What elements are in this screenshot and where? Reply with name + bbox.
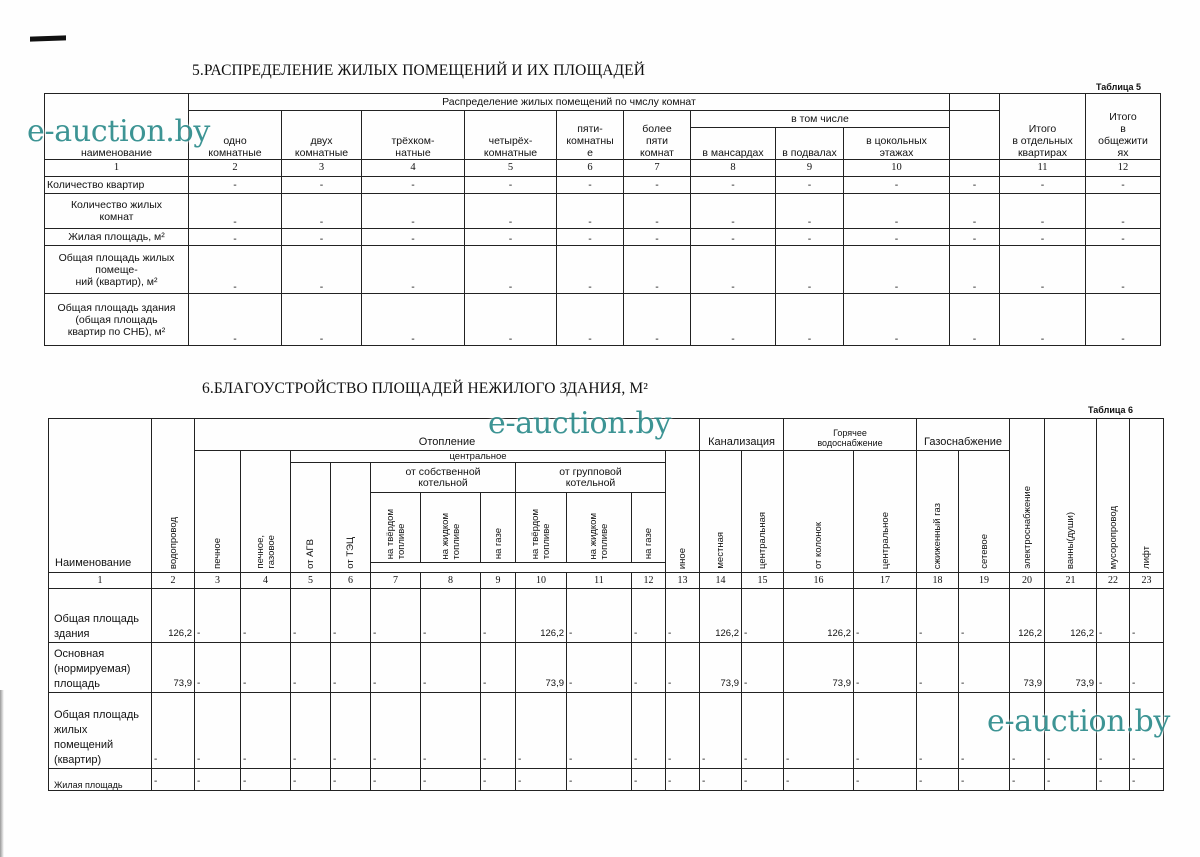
t5-number-row: 1 2 3 4 5 6 7 8 9 10 11 12 bbox=[45, 160, 1161, 177]
t6-row-label: Общая площадь здания bbox=[49, 589, 152, 643]
t6-cell: - bbox=[1010, 769, 1045, 791]
t6-cell: - bbox=[666, 693, 700, 769]
t5-cell: - bbox=[557, 294, 624, 346]
t5-cell: - bbox=[1086, 229, 1161, 246]
t6-cell: - bbox=[742, 589, 784, 643]
t6-cell: - bbox=[742, 693, 784, 769]
t6-col-stove: печное bbox=[195, 451, 241, 573]
t6-col-number: 18 bbox=[917, 573, 959, 589]
t5-row-label: Общая площадь жилых помеще- ний (квартир), м² bbox=[45, 246, 189, 294]
t5-row-label: Количество квартир bbox=[45, 177, 189, 194]
t6-cell: - bbox=[632, 693, 666, 769]
t6-cell: - bbox=[481, 769, 516, 791]
t5-col-3room: трёхком- натные bbox=[362, 111, 465, 160]
t6-cell: - bbox=[371, 693, 421, 769]
t5-cell: - bbox=[189, 177, 282, 194]
t6-cell: - bbox=[1097, 693, 1130, 769]
t6-cell: 126,2 bbox=[1010, 589, 1045, 643]
t6-col-stove-gas: печное, газовое bbox=[241, 451, 291, 573]
t6-cell: - bbox=[567, 693, 632, 769]
t6-cell: - bbox=[421, 589, 481, 643]
t6-col-electricity: электроснабжение bbox=[1010, 419, 1045, 573]
t6-cell: - bbox=[742, 643, 784, 693]
t6-cell: - bbox=[241, 589, 291, 643]
t6-col-number: 10 bbox=[516, 573, 567, 589]
t5-cell: - bbox=[844, 229, 950, 246]
t6-col-group-liquid: на жидком топливе bbox=[567, 493, 632, 563]
t6-row-label: Основная (нормируемая) площадь bbox=[49, 643, 152, 693]
t6-cell: - bbox=[632, 769, 666, 791]
t6-cell: 73,9 bbox=[700, 643, 742, 693]
t6-col-number: 16 bbox=[784, 573, 854, 589]
t6-hotwater-header: Горячее водоснабжение bbox=[784, 419, 917, 451]
t5-cell: - bbox=[1086, 246, 1161, 294]
t6-col-tec: от ТЭЦ bbox=[331, 463, 371, 573]
t6-cell: - bbox=[1045, 769, 1097, 791]
t6-cell: - bbox=[1097, 769, 1130, 791]
t5-cell: - bbox=[465, 246, 557, 294]
t6-cell: - bbox=[291, 693, 331, 769]
t6-cell: - bbox=[959, 693, 1010, 769]
t6-cell: - bbox=[1010, 693, 1045, 769]
t6-cell: - bbox=[742, 769, 784, 791]
t5-cell: - bbox=[776, 229, 844, 246]
t5-col-attic: в мансардах bbox=[691, 128, 776, 160]
t6-cell: 73,9 bbox=[1010, 643, 1045, 693]
t6-cell: - bbox=[1097, 589, 1130, 643]
t6-col-number: 8 bbox=[421, 573, 481, 589]
t5-cell: - bbox=[950, 246, 1000, 294]
t6-cell: - bbox=[481, 693, 516, 769]
t6-cell: - bbox=[700, 769, 742, 791]
t6-cell: - bbox=[666, 769, 700, 791]
t6-col-gas-network: сетевое bbox=[959, 451, 1010, 573]
t6-cell: - bbox=[241, 769, 291, 791]
t6-cell: - bbox=[421, 643, 481, 693]
t6-cell: 73,9 bbox=[1045, 643, 1097, 693]
t6-col-garbage-chute: мусоропровод bbox=[1097, 419, 1130, 573]
t6-cell: 126,2 bbox=[784, 589, 854, 643]
t6-cell: - bbox=[959, 643, 1010, 693]
t6-row bbox=[49, 589, 1164, 643]
t5-cell: - bbox=[465, 229, 557, 246]
t6-cell: - bbox=[1130, 643, 1164, 693]
section5-title: 5.РАСПРЕДЕЛЕНИЕ ЖИЛЫХ ПОМЕЩЕНИЙ И ИХ ПЛОЩАДЕЙ bbox=[192, 62, 646, 79]
t6-cell: - bbox=[195, 769, 241, 791]
t5-row-label: Количество жилых комнат bbox=[45, 194, 189, 229]
table5-number: Таблица 5 bbox=[1096, 82, 1142, 92]
t6-cell: - bbox=[632, 643, 666, 693]
t5-cell: - bbox=[950, 177, 1000, 194]
t5-cell: - bbox=[189, 294, 282, 346]
t5-cell: - bbox=[282, 229, 362, 246]
t5-cell: - bbox=[1086, 194, 1161, 229]
t5-cell: - bbox=[624, 229, 691, 246]
t6-cell: - bbox=[1130, 769, 1164, 791]
t6-cell: - bbox=[516, 693, 567, 769]
t5-row bbox=[45, 229, 1161, 246]
page-edge-shadow bbox=[0, 690, 4, 857]
t6-cell: - bbox=[917, 589, 959, 643]
t6-cell: - bbox=[959, 589, 1010, 643]
t6-cell: - bbox=[371, 769, 421, 791]
t6-col-number: 7 bbox=[371, 573, 421, 589]
t5-cell: - bbox=[776, 294, 844, 346]
t5-cell: - bbox=[950, 229, 1000, 246]
t6-col-own-solid: на твёрдом топливе bbox=[371, 493, 421, 563]
t5-row bbox=[45, 246, 1161, 294]
t5-cell: - bbox=[1000, 294, 1086, 346]
t5-cell: - bbox=[691, 246, 776, 294]
t5-row-label: Жилая площадь, м² bbox=[45, 229, 189, 246]
t6-cell: 126,2 bbox=[152, 589, 195, 643]
t5-cell: - bbox=[844, 246, 950, 294]
t5-row bbox=[45, 194, 1161, 229]
t6-cell: 126,2 bbox=[700, 589, 742, 643]
t6-row-label: Общая площадь жилых помещений (квартир) bbox=[49, 693, 152, 769]
t6-cell: - bbox=[700, 693, 742, 769]
t5-col-4room: четырёх- комнатные bbox=[465, 111, 557, 160]
t5-cell: - bbox=[844, 194, 950, 229]
t6-col-group-gas: на газе bbox=[632, 493, 666, 563]
t5-cell: - bbox=[691, 177, 776, 194]
t5-cell: - bbox=[776, 177, 844, 194]
t6-own-boiler-header: от собственной котельной bbox=[371, 463, 516, 493]
t6-col-number: 14 bbox=[700, 573, 742, 589]
t6-cell: - bbox=[567, 643, 632, 693]
t6-cell: - bbox=[784, 769, 854, 791]
t6-cell: - bbox=[784, 693, 854, 769]
t6-cell: - bbox=[421, 693, 481, 769]
t6-cell: - bbox=[854, 769, 917, 791]
t6-col-baths: ванны(души) bbox=[1045, 419, 1097, 573]
t6-col-number: 9 bbox=[481, 573, 516, 589]
t5-cell: - bbox=[465, 194, 557, 229]
t6-cell: 73,9 bbox=[784, 643, 854, 693]
t6-cell: 126,2 bbox=[1045, 589, 1097, 643]
t6-cell: - bbox=[331, 769, 371, 791]
t6-cell: - bbox=[632, 589, 666, 643]
t6-cell: - bbox=[666, 589, 700, 643]
t5-cell: - bbox=[1000, 229, 1086, 246]
t6-cell: - bbox=[1045, 693, 1097, 769]
t6-cell: - bbox=[331, 589, 371, 643]
t6-heating-header: Отопление bbox=[195, 419, 700, 451]
t5-name-header: наименование bbox=[45, 94, 189, 160]
t5-cell: - bbox=[282, 177, 362, 194]
t5-cell: - bbox=[950, 294, 1000, 346]
t6-cell: - bbox=[854, 643, 917, 693]
t6-cell: - bbox=[195, 643, 241, 693]
t5-cell: - bbox=[189, 194, 282, 229]
t6-col-group-solid: на твёрдом топливе bbox=[516, 493, 567, 563]
t5-cell: - bbox=[1000, 177, 1086, 194]
t6-cell: - bbox=[421, 769, 481, 791]
t5-cell: - bbox=[189, 246, 282, 294]
t6-col-own-gas: на газе bbox=[481, 493, 516, 563]
t6-cell: 73,9 bbox=[516, 643, 567, 693]
t6-cell: - bbox=[331, 693, 371, 769]
t5-cell: - bbox=[557, 177, 624, 194]
t6-col-number: 15 bbox=[742, 573, 784, 589]
t5-col-2room: двух комнатные bbox=[282, 111, 362, 160]
t5-cell: - bbox=[282, 194, 362, 229]
t6-cell: 73,9 bbox=[152, 643, 195, 693]
scan-mark bbox=[30, 35, 66, 41]
table6-number: Таблица 6 bbox=[1088, 405, 1134, 415]
t6-gas-header: Газоснабжение bbox=[917, 419, 1010, 451]
watermark: e-auction.by bbox=[27, 114, 211, 149]
t6-col-number: 4 bbox=[241, 573, 291, 589]
t6-col-number: 13 bbox=[666, 573, 700, 589]
t6-cell: - bbox=[331, 643, 371, 693]
t6-row bbox=[49, 769, 1164, 791]
t5-cell: - bbox=[362, 194, 465, 229]
t6-cell: - bbox=[241, 693, 291, 769]
t6-col-number: 6 bbox=[331, 573, 371, 589]
t5-cell: - bbox=[557, 194, 624, 229]
t6-col-number: 23 bbox=[1130, 573, 1164, 589]
t6-cell: - bbox=[567, 769, 632, 791]
t5-cell: - bbox=[362, 177, 465, 194]
t6-cell: - bbox=[1130, 589, 1164, 643]
t6-col-number: 3 bbox=[195, 573, 241, 589]
t5-cell: - bbox=[691, 194, 776, 229]
t5-cell: - bbox=[1086, 177, 1161, 194]
t6-col-number: 11 bbox=[567, 573, 632, 589]
t5-blank-header bbox=[950, 94, 1000, 111]
t6-col-number: 21 bbox=[1045, 573, 1097, 589]
t5-row bbox=[45, 294, 1161, 346]
t6-cell: - bbox=[481, 589, 516, 643]
t6-row bbox=[49, 643, 1164, 693]
t5-cell: - bbox=[282, 294, 362, 346]
table5 bbox=[44, 93, 1161, 346]
t6-col-number: 19 bbox=[959, 573, 1010, 589]
t6-cell: - bbox=[291, 769, 331, 791]
t6-cell: - bbox=[917, 769, 959, 791]
t6-col-other: иное bbox=[666, 451, 700, 573]
t5-col-1room: одно комнатные bbox=[189, 111, 282, 160]
watermark: e-auction.by bbox=[488, 406, 672, 441]
t5-cell: - bbox=[557, 246, 624, 294]
t5-cell: - bbox=[844, 177, 950, 194]
t6-cell: - bbox=[371, 643, 421, 693]
t6-cell: - bbox=[371, 589, 421, 643]
t6-cell: - bbox=[1130, 693, 1164, 769]
t5-col-total-hostels: Итого в общежити ях bbox=[1086, 94, 1161, 160]
t5-cell: - bbox=[189, 229, 282, 246]
t6-col-own-liquid: на жидком топливе bbox=[421, 493, 481, 563]
t5-cell: - bbox=[691, 229, 776, 246]
t6-cell: - bbox=[195, 693, 241, 769]
t5-cell: - bbox=[950, 194, 1000, 229]
t6-col-number: 1 bbox=[49, 573, 152, 589]
t6-row-label: Жилая площадь bbox=[49, 769, 152, 791]
t6-cell: - bbox=[959, 769, 1010, 791]
t6-col-number: 22 bbox=[1097, 573, 1130, 589]
t5-cell: - bbox=[691, 294, 776, 346]
t6-central-header: центральное bbox=[291, 451, 666, 463]
t5-cell: - bbox=[557, 229, 624, 246]
t6-col-number: 2 bbox=[152, 573, 195, 589]
t6-cell: - bbox=[854, 693, 917, 769]
t6-col-sewer-central: центральная bbox=[742, 451, 784, 573]
t6-cell: 126,2 bbox=[516, 589, 567, 643]
t5-cell: - bbox=[624, 246, 691, 294]
t6-cell: - bbox=[567, 589, 632, 643]
t5-group-header: Распределение жилых помещений по чмслу комнат bbox=[189, 94, 950, 111]
t5-col-5room: пяти- комнатны е bbox=[557, 111, 624, 160]
watermark: e-auction.by bbox=[987, 704, 1171, 739]
t5-row bbox=[45, 177, 1161, 194]
t5-cell: - bbox=[362, 294, 465, 346]
t6-col-hw-central: центральное bbox=[854, 451, 917, 573]
t6-cell: - bbox=[291, 589, 331, 643]
t6-col-number: 5 bbox=[291, 573, 331, 589]
t5-cell: - bbox=[1000, 246, 1086, 294]
t5-col-basement: в подвалах bbox=[776, 128, 844, 160]
t6-col-agv: от АГВ bbox=[291, 463, 331, 573]
t6-cell: - bbox=[481, 643, 516, 693]
t5-cell: - bbox=[362, 246, 465, 294]
t6-cell: - bbox=[152, 769, 195, 791]
t6-cell: - bbox=[195, 589, 241, 643]
t5-cell: - bbox=[465, 294, 557, 346]
t5-row-label: Общая площадь здания (общая площадь квартир по СНБ), м² bbox=[45, 294, 189, 346]
t5-cell: - bbox=[844, 294, 950, 346]
t6-cell: - bbox=[854, 589, 917, 643]
t5-col-total-apartments: Итого в отдельных квартирах bbox=[1000, 94, 1086, 160]
t6-col-water: водопровод bbox=[152, 419, 195, 573]
t5-cell: - bbox=[624, 177, 691, 194]
t6-name-header: Наименование bbox=[49, 419, 152, 573]
t6-col-sewer-local: местная bbox=[700, 451, 742, 573]
t5-cell: - bbox=[362, 229, 465, 246]
t6-group-boiler-header: от групповой котельной bbox=[516, 463, 666, 493]
t6-col-hw-column: от колонок bbox=[784, 451, 854, 573]
t5-col-socle: в цокольных этажах bbox=[844, 128, 950, 160]
t6-col-number: 12 bbox=[632, 573, 666, 589]
t6-sewer-header: Канализация bbox=[700, 419, 784, 451]
t5-cell: - bbox=[1000, 194, 1086, 229]
t5-blank-col bbox=[950, 111, 1000, 160]
t6-cell: - bbox=[291, 643, 331, 693]
t5-cell: - bbox=[776, 194, 844, 229]
t5-cell: - bbox=[1086, 294, 1161, 346]
t6-cell: - bbox=[152, 693, 195, 769]
t5-cell: - bbox=[624, 194, 691, 229]
t5-cell: - bbox=[282, 246, 362, 294]
t5-cell: - bbox=[465, 177, 557, 194]
t6-number-row bbox=[49, 573, 1164, 589]
t6-cell: - bbox=[666, 643, 700, 693]
t6-cell: - bbox=[917, 693, 959, 769]
t6-cell: - bbox=[516, 769, 567, 791]
t6-cell: - bbox=[1097, 643, 1130, 693]
section6-title: 6.БЛАГОУСТРОЙСТВО ПЛОЩАДЕЙ НЕЖИЛОГО ЗДАНИЯ, М² bbox=[202, 380, 648, 397]
t5-subgroup-header: в том числе bbox=[691, 111, 950, 128]
t6-col-elevator: лифт bbox=[1130, 419, 1164, 573]
t6-col-number: 17 bbox=[854, 573, 917, 589]
t5-cell: - bbox=[624, 294, 691, 346]
t6-cell: - bbox=[241, 643, 291, 693]
t6-col-number: 20 bbox=[1010, 573, 1045, 589]
t5-col-more5: более пяти комнат bbox=[624, 111, 691, 160]
t6-cell: - bbox=[917, 643, 959, 693]
t5-cell: - bbox=[776, 246, 844, 294]
t6-col-gas-liquefied: сжиженный газ bbox=[917, 451, 959, 573]
